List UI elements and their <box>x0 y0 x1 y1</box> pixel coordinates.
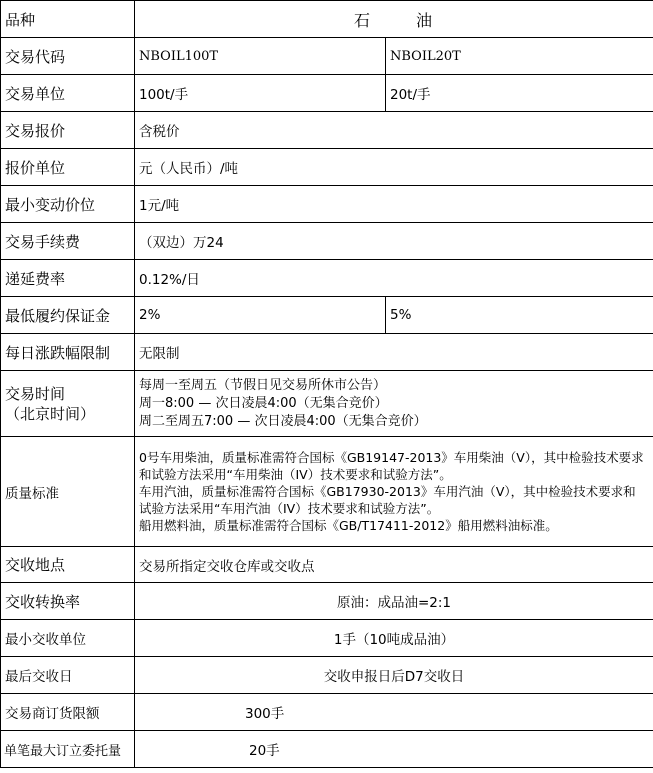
last-day-label: 最后交收日 <box>1 657 135 694</box>
row-tick <box>1 186 653 223</box>
hours-label-line2: （北京时间） <box>5 404 96 423</box>
limit-label: 每日涨跌幅限制 <box>1 334 135 371</box>
delivery-place-label: 交收地点 <box>1 547 135 583</box>
row-delivery-place <box>1 547 653 583</box>
conversion-label: 交收转换率 <box>1 583 135 620</box>
quote-unit-value: 元（人民币）/吨 <box>135 149 653 186</box>
row-variety <box>1 1 653 38</box>
tick-label: 最小变动价位 <box>1 186 135 223</box>
row-limit <box>1 334 653 371</box>
code-col1: NBOIL100T <box>135 38 386 75</box>
code-label: 交易代码 <box>1 38 135 75</box>
delivery-place-value: 交易所指定交收仓库或交收点 <box>135 547 653 583</box>
row-conversion <box>1 583 653 620</box>
row-quote <box>1 112 653 149</box>
row-quote-unit <box>1 149 653 186</box>
min-delivery-value: 1手（10吨成品油） <box>135 620 653 657</box>
variety-label: 品种 <box>1 1 135 38</box>
row-margin <box>1 297 653 334</box>
quality-para-3: 船用燃料油，质量标准需符合国标《GB/T17411-2012》船用燃料油标准。 <box>139 518 558 533</box>
fee-value: （双边）万24 <box>135 223 653 260</box>
order-limit-label: 单笔最大订立委托量 <box>1 731 135 768</box>
limit-value: 无限制 <box>135 334 653 371</box>
hours-label-line1: 交易时间 <box>5 384 66 403</box>
deferral-value: 0.12%/日 <box>135 260 653 297</box>
order-limit-value: 20手 <box>135 731 653 768</box>
hours-value <box>135 371 653 437</box>
quality-para-1: 0号车用柴油，质量标准需符合国标《GB19147-2013》车用柴油（V），其中检验技术要求和试验方法采用“车用柴油（IV）技术要求和试验方法”。 <box>139 450 644 482</box>
row-order-limit <box>1 731 653 768</box>
tick-value: 1元/吨 <box>135 186 653 223</box>
unit-col1: 100t/手 <box>135 75 386 112</box>
quote-label: 交易报价 <box>1 112 135 149</box>
margin-col2: 5% <box>386 297 653 334</box>
fee-label: 交易手续费 <box>1 223 135 260</box>
quality-value <box>135 437 653 547</box>
row-unit <box>1 75 653 112</box>
unit-label: 交易单位 <box>1 75 135 112</box>
hours-line2: 周一8:00 — 次日凌晨4:00（无集合竞价） <box>139 395 388 411</box>
row-deferral <box>1 260 653 297</box>
row-trader-limit <box>1 694 653 731</box>
row-hours <box>1 371 653 437</box>
code-col2: NBOIL20T <box>386 38 653 75</box>
quote-value: 含税价 <box>135 112 653 149</box>
trader-limit-label: 交易商订货限额 <box>1 694 135 731</box>
row-last-day <box>1 657 653 694</box>
trader-limit-value: 300手 <box>135 694 653 731</box>
hours-label <box>1 371 135 437</box>
row-quality <box>1 437 653 547</box>
hours-line1: 每周一至周五（节假日见交易所休市公告） <box>139 377 387 393</box>
last-day-value: 交收申报日后D7交收日 <box>135 657 653 694</box>
hours-line3: 周二至周五7:00 — 次日凌晨4:00（无集合竞价） <box>139 413 427 429</box>
margin-col1: 2% <box>135 297 386 334</box>
row-code <box>1 38 653 75</box>
deferral-label: 递延费率 <box>1 260 135 297</box>
unit-col2: 20t/手 <box>386 75 653 112</box>
quote-unit-label: 报价单位 <box>1 149 135 186</box>
variety-value: 石 油 <box>135 1 653 38</box>
row-fee <box>1 223 653 260</box>
quality-para-2: 车用汽油，质量标准需符合国标《GB17930-2013》车用汽油（V），其中检验技术要求和试验方法采用“车用汽油（IV）技术要求和试验方法”。 <box>139 484 636 516</box>
conversion-value: 原油：成品油=2:1 <box>135 583 653 620</box>
quality-label: 质量标准 <box>1 437 135 547</box>
min-delivery-label: 最小交收单位 <box>1 620 135 657</box>
margin-label: 最低履约保证金 <box>1 297 135 334</box>
row-min-delivery <box>1 620 653 657</box>
